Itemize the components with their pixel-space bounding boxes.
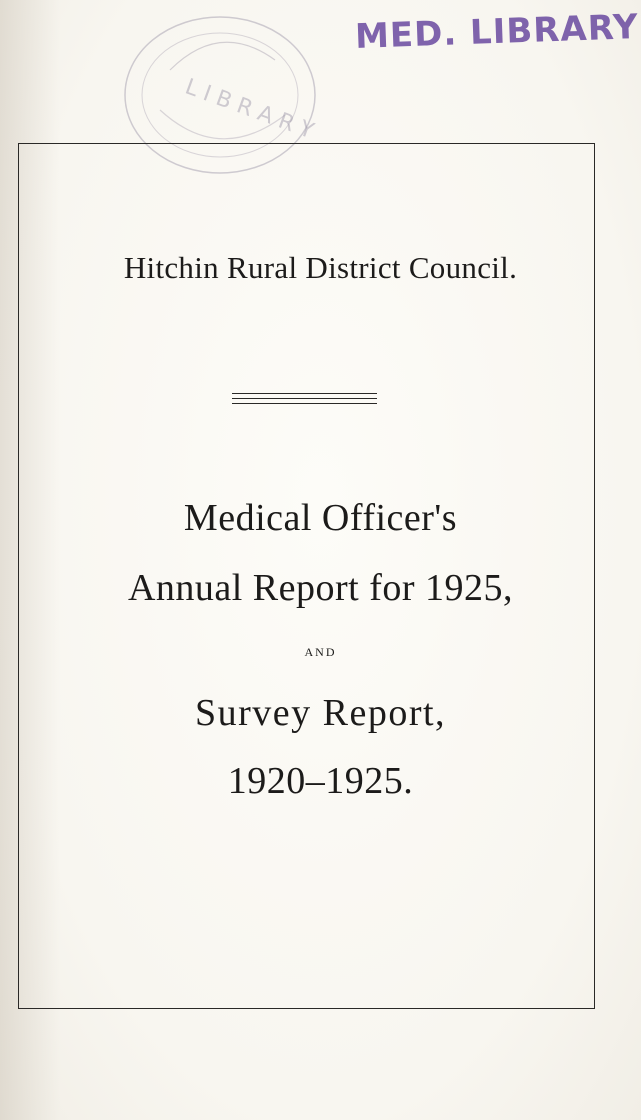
council-title: Hitchin Rural District Council.	[123, 250, 518, 285]
divider-rule-top	[232, 393, 377, 394]
svg-text:L I B R A R Y: L I B R A R Y	[181, 74, 317, 145]
med-library-stamp: MED. LIBRARY	[354, 7, 640, 57]
report-heading-line2: Annual Report for 1925,	[127, 567, 514, 609]
survey-heading: Survey Report,	[194, 692, 447, 734]
report-heading-line1: Medical Officer's	[183, 497, 458, 539]
survey-years: 1920–1925.	[227, 760, 414, 802]
divider-rule-middle	[232, 398, 377, 399]
connector-and: AND	[304, 645, 337, 659]
divider-rule-bottom	[232, 403, 377, 404]
